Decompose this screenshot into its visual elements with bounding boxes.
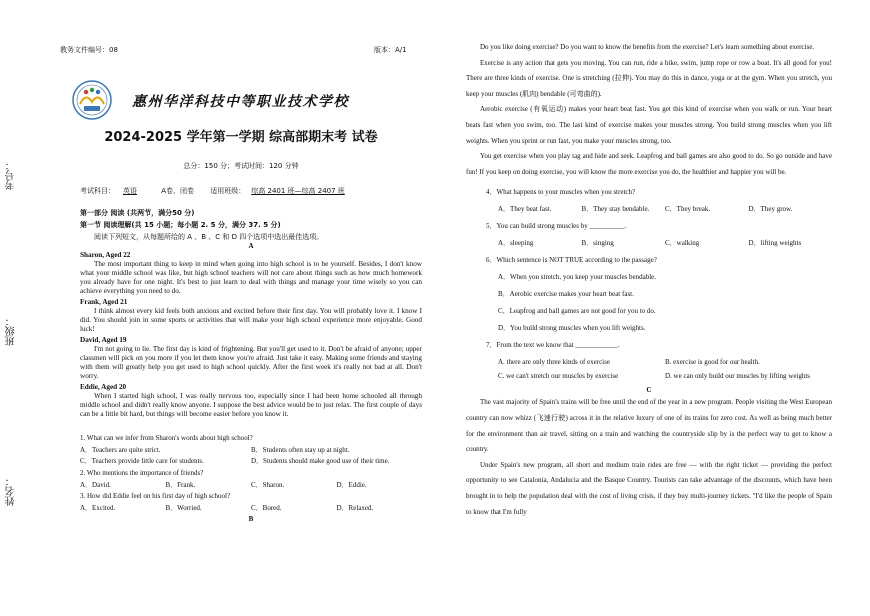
question-stem: 4．What happens to your muscles when you stretch? [486, 188, 636, 197]
question-stem: 7．From the text we know that ____________. [486, 341, 620, 350]
speaker-text: The most important thing to keep in mind when going into high school is to be yourself. Besides, I don't know what your middle school was like, but high school teachers will not care about things such as how much homework you already have for one night. It's best to just learn to deal with things and manage your time wisely so you can achieve everything you need to do. [80, 260, 422, 296]
speaker-text: When I started high school, I was really nervous too, especially since I had been home schooled all through middle school and didn't really know anyone. I suppose the best advice would be to just relax. The first couple of days can be a little bit hard, but things will become easier before you know it. [80, 392, 422, 419]
question-options [80, 503, 422, 515]
paragraph: Exercise is any action that gets you moving. You can run, ride a bike, swim, jump rope or row a boat. It's all good for you! There are three kinds of exercise. One is stretching (拉伸). You may do this in dance, yoga or at the gym. When you stretch, you keep your muscles (肌肉) bendable (可弯曲的). [466, 58, 832, 98]
option[interactable]: C．Sharon. [251, 480, 285, 489]
option[interactable]: A．sleeping [498, 239, 534, 248]
option[interactable]: A．They beat fast. [498, 205, 552, 214]
questions-b [466, 184, 832, 382]
passage-a-label: A [248, 242, 254, 251]
paragraph: You get exercise when you play tag and hide and seek. Leapfrog and ball games are also good to do. So go outside and have fun! If you keep on doing exercise, you will know the more exercise you do, the healthier and happier you will be. [466, 152, 832, 176]
option[interactable]: B. exercise is good for our health. [665, 358, 760, 367]
section1-title: 第一节 阅读理解(共 15 小题；每小题 2. 5 分，满分 37. 5 分) [80, 220, 281, 229]
speaker-text: I think almost every kid feels both anxious and excited before their first day. You will probably love it. I know I did. You should join in some sports or activities that will make your high school experience more enjoyable. Good luck! [80, 307, 422, 334]
part1-block [80, 209, 422, 526]
option[interactable]: B．singing [581, 239, 614, 248]
paragraph: Aerobic exercise (有氧运动) makes your heart beat fast. You get this kind of exercise when you walk or run. Your heart beats fast when you swim, too. The last kind of exercise makes your muscles strong. You build strong muscles when you lift weights. When you sprint or run fast, you make your muscles strong, too. [466, 105, 832, 145]
option[interactable]: D．Relaxed. [336, 503, 374, 512]
paragraph: Do you like doing exercise? Do you want to know the benefits from the exercise? Let's learn something about exercise. [480, 43, 815, 51]
option[interactable]: D．Eddie. [336, 480, 367, 489]
speaker-text: I'm not going to lie. The first day is kind of frightening. But you'll get used to it. Don't be afraid of anyone; upper classmen will pick on you more if you let them know you're afraid. Just take it easy. Making some friends and staying with them will greatly help you get used to high school quickly. After the first week it's really not bad at all. Don't worry. [80, 345, 422, 381]
left-column [60, 0, 422, 616]
option[interactable]: D．You build strong muscles when you lift weights. [498, 324, 646, 333]
option[interactable]: A．Teachers are quite strict. [80, 445, 161, 454]
passage-a [80, 251, 422, 419]
class-scope-value: 综高 2401 班—综高 2407 班 [251, 187, 345, 195]
school-logo-icon [70, 80, 114, 120]
exam-number-label: 考号： [6, 160, 17, 190]
option[interactable]: D．They grow. [748, 205, 793, 214]
right-column [466, 0, 832, 616]
speaker-name: David, Aged 19 [80, 336, 127, 345]
passage-c-label: C [646, 386, 652, 395]
option[interactable]: B．Worried. [165, 503, 202, 512]
option[interactable]: D. we can only build our muscles by lifting weights [665, 372, 811, 381]
doc-number: 教务文件编号：08 [60, 46, 118, 54]
question-stem: 5．You can build strong muscles by __________. [486, 222, 627, 231]
instruction: 阅读下列短文，从每题所给的 A 、B 、C 和 D 四个选项中选出最佳选项。 [94, 232, 324, 241]
option[interactable]: C. we can't stretch our muscles by exercise [498, 372, 619, 381]
option[interactable]: C．They break. [665, 205, 711, 214]
question-stem: 1. What can we infer from Sharon's words about high school? [80, 434, 253, 443]
option[interactable]: B．Students often stay up at night. [251, 445, 350, 454]
question-options [486, 235, 832, 252]
question-options [486, 371, 832, 382]
passage-b-label: B [248, 515, 254, 524]
subject-value: 英语 [123, 187, 137, 195]
option[interactable]: D．Students should make good use of their time. [251, 457, 390, 466]
option[interactable]: B．Aerobic exercise makes your heart beat fast. [498, 290, 634, 299]
class-label: 班级： [6, 316, 17, 346]
option[interactable]: C．walking [665, 239, 700, 248]
speaker-name: Eddie, Aged 20 [80, 383, 127, 392]
paragraph: Under Spain's new program, all short and medium train rides are free — with the right ticket — providing the perfect opportunity to see Catalonia, Andalucia and the Basque Country. Tourists can take advantage of the discounts, which have been brought in to help the population deal with the cost of living crisis, if they buy multi-journey tickets. "I'd like the people of Spain to know that I'm fully [466, 460, 832, 516]
version-label: 版本：A/1 [374, 46, 407, 54]
school-name: 惠州华洋科技中等职业技术学校 [132, 94, 349, 110]
option[interactable]: B．Frank. [165, 480, 196, 489]
option[interactable]: C．Leapfrog and ball games are not good for you to do. [498, 307, 656, 316]
exam-meta [80, 187, 351, 196]
question-options [486, 201, 832, 218]
question-options [486, 354, 832, 371]
question-stem: 6．Which sentence is NOT TRUE according to the passage? [486, 256, 657, 265]
passage-b [466, 40, 832, 520]
question-options [80, 445, 422, 457]
exam-title: 2024-2025 学年第一学期 综高部期末考 试卷 [104, 130, 378, 145]
question-options [80, 480, 422, 492]
question-stem: 2. Who mentions the importance of friends? [80, 469, 204, 478]
option[interactable]: D．lifting weights [748, 239, 802, 248]
option[interactable]: A．David. [80, 480, 111, 489]
option[interactable]: C．Teachers provide little care for students. [80, 457, 204, 466]
part1-title: 第一部分 阅读 (共两节，满分50 分) [80, 209, 195, 217]
option[interactable]: B．They stay bendable. [581, 205, 650, 214]
speaker-name: Sharon, Aged 22 [80, 251, 131, 260]
subject-label: 考试科目： [80, 187, 115, 195]
option[interactable]: A．When you stretch, you keep your muscles bendable. [498, 273, 657, 282]
option[interactable]: A．Excited. [80, 503, 116, 512]
question-stem: 3. How did Eddie feel on his first day of high school? [80, 492, 231, 501]
option[interactable]: C．Bored. [251, 503, 282, 512]
class-scope-label: 适用班级： [210, 187, 246, 195]
questions-a [80, 433, 422, 526]
exam-info: 总分：150 分；考试时间：120 分钟 [183, 162, 299, 170]
name-label: 姓名： [6, 476, 17, 506]
paragraph: The vast majority of Spain's trains will be free until the end of the year in a new program. People visiting the West European country can now whizz (飞速行驶) across it in the relative luxury of one of its trains for zero cost. As well as being much better for the environment than air travel, sitting on a train and watching the countryside slip by is the perfect way to get to know a country. [466, 398, 832, 454]
option[interactable]: A. there are only three kinds of exercise [498, 358, 610, 367]
paper-type: A卷、闭卷 [161, 187, 195, 195]
speaker-name: Frank, Aged 21 [80, 298, 128, 307]
question-options [80, 456, 422, 468]
